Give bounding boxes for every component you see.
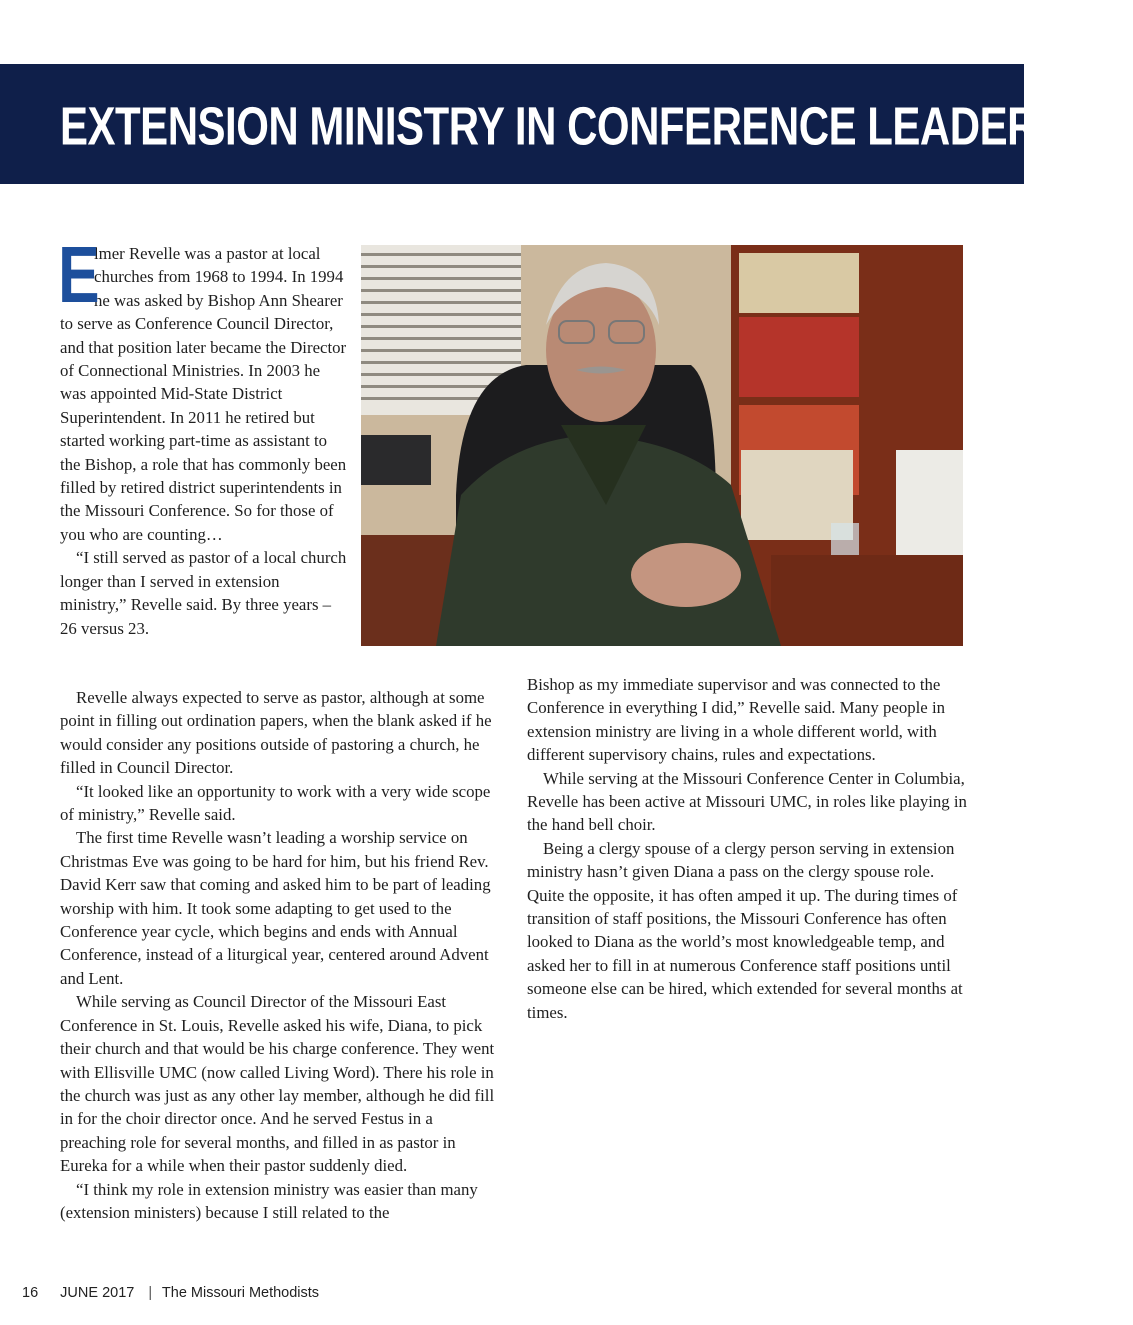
publication-name: The Missouri Methodists: [161, 1285, 320, 1301]
paragraph-bishop-supervisor: Bishop as my immediate supervisor and was connected to the Conference in everything I did,” Revelle said. Many people in extension ministry are living in a whole different world, with different supervisory chains, rules and expectations.: [527, 675, 945, 765]
intro-text: lmer Revelle was a pastor at local churches from 1968 to 1994. In 1994 he was asked by Bishop Ann Shearer to serve as Conference Council Director, and that position later became the Director of Connectional Ministries. In 2003 he was appointed Mid-State District Superintendent. In 2011 he retired but started working part-time as assistant to the Bishop, a role that has commonly been filled by retired district superintendents in the Missouri Conference. So for those of you who are counting…: [60, 244, 347, 544]
article-column-right: [527, 673, 967, 1024]
paragraph-quote-pastor: “I still served as pastor of a local church longer than I served in extension ministry,” Revelle said. By three years – 26 versus 23.: [60, 548, 347, 638]
title-banner: [0, 64, 1133, 184]
paragraph-conference-center: While serving at the Missouri Conference Center in Columbia, Revelle has been active at Missouri UMC, in roles like playing in the hand bell choir.: [527, 768, 967, 835]
issue-date: JUNE 2017: [60, 1285, 135, 1301]
article-column-left-bottom: [60, 686, 500, 1224]
drop-cap: E: [58, 230, 100, 319]
portrait-photo: [361, 245, 963, 646]
paragraph-missouri-east: While serving as Council Director of the Missouri East Conference in St. Louis, Revelle asked his wife, Diana, to pick their church and that would be his charge conference. They went with Ellisville UMC (now called Living Word). There his role in the church was just as any other lay member, although he did fill in for the choir director once. And he served Festus in a preaching role for several months, and filled in as pastor in Eureka for a while when their pastor suddenly died.: [60, 992, 495, 1176]
article-column-left-top: [58, 230, 350, 640]
article-intro-paragraph: [58, 230, 350, 546]
page-number: 16: [22, 1285, 39, 1301]
paragraph-clergy-spouse: Being a clergy spouse of a clergy person serving in extension ministry hasn’t given Diana a pass on the clergy spouse role. Quite the opposite, it has often amped it up. The during times of transition of staff positions, the Missouri Conference has often looked to Diana as the world’s most knowledgeable temp, and asked her to fill in at numerous Conference staff positions until someone else can be hired, which extended for several months at times.: [527, 838, 963, 1022]
page-title: EXTENSION MINISTRY IN CONFERENCE LEADERSHIP: [60, 96, 1133, 157]
paragraph-council-director: Revelle always expected to serve as pastor, although at some point in filling out ordination papers, when the blank asked if he would consider any positions outside of pastoring a church, he filled in Council Director.: [60, 688, 492, 778]
page-footer: [22, 1285, 323, 1301]
paragraph-christmas-eve: The first time Revelle wasn’t leading a worship service on Christmas Eve was going to be hard for him, but his friend Rev. David Kerr saw that coming and asked him to be part of leading worship with him. It took some adapting to get used to the Conference year cycle, which begins and ends with Annual Conference, instead of a liturgical year, centered around Advent and Lent.: [60, 828, 491, 988]
footer-separator: |: [148, 1285, 153, 1301]
paragraph-scope: “It looked like an opportunity to work with a very wide scope of ministry,” Revelle said.: [60, 781, 491, 825]
paragraph-extension-role: “I think my role in extension ministry was easier than many (extension ministers) because I still related to the: [60, 1179, 478, 1222]
